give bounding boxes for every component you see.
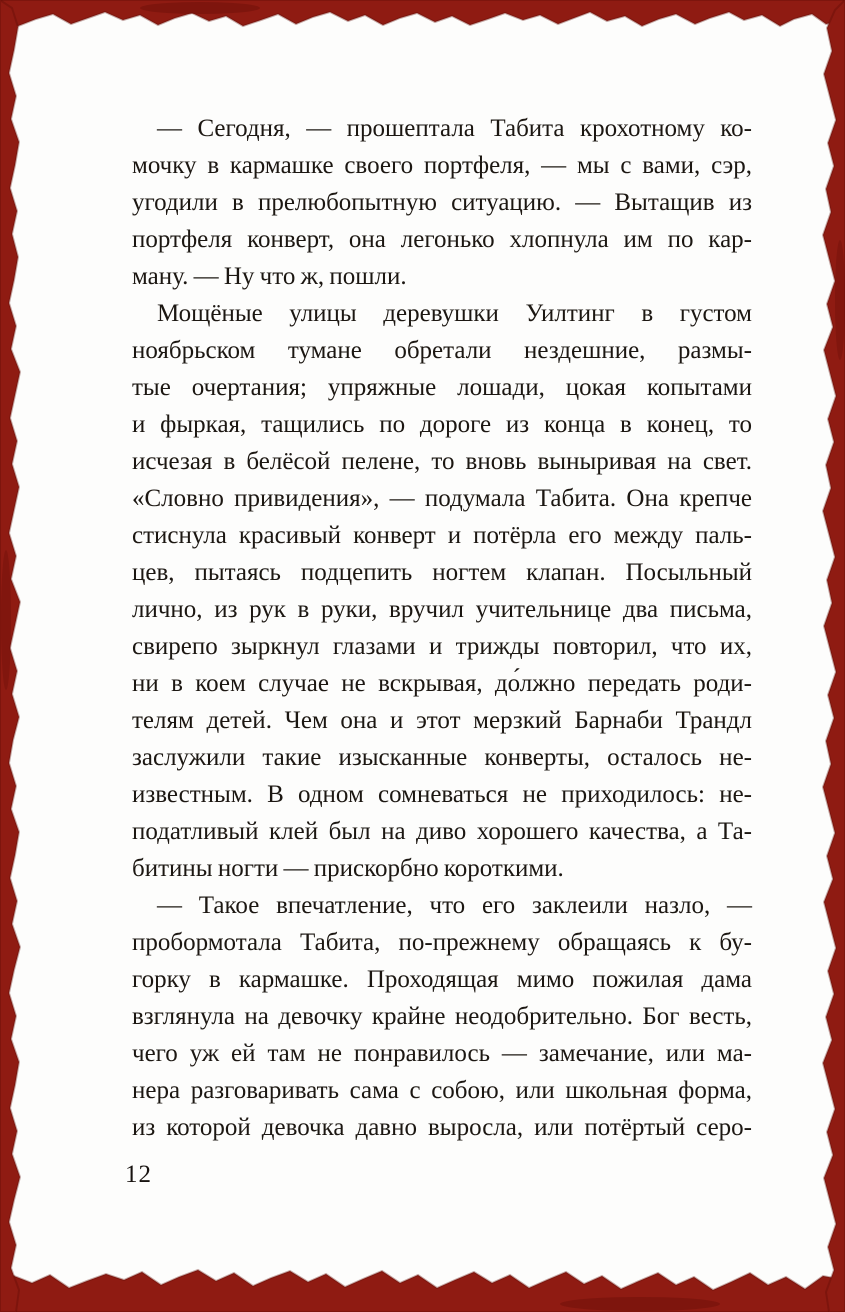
torn-edge-texture-spot	[140, 2, 260, 14]
text-line: угодили в прелюбопытную ситуацию. — Вытащив из	[132, 189, 752, 216]
text-line: битины ногти — прискорбно короткими.	[132, 855, 564, 882]
text-line: исчезая в белёсой пелене, то вновь выныривая на свет.	[132, 448, 752, 475]
text-line: ни в коем случае не вскрывая, до́лжно передать роди-	[132, 670, 752, 697]
page-text-block	[132, 110, 752, 1146]
text-line: свирепо зыркнул глазами и трижды повторил, что их,	[132, 633, 752, 660]
text-line: известным. В одном сомневаться не приходилось: не-	[132, 781, 752, 808]
text-line: — Сегодня, — прошептала Табита крохотному ко-	[157, 115, 752, 142]
text-line: пробормотала Табита, по-прежнему обращаясь к бу-	[132, 929, 752, 956]
torn-edge-bottom-shape	[0, 1270, 845, 1312]
torn-edge-right-shape	[823, 0, 845, 1312]
text-line: портфеля конверт, она легонько хлопнула им по кар-	[132, 226, 752, 253]
text-line: ноябрьском тумане обретали нездешние, размы-	[132, 337, 752, 364]
torn-edge-top-shape	[0, 0, 845, 26]
text-line: и фыркая, тащились по дороге из конца в конец, то	[132, 411, 752, 438]
text-line: ману. — Ну что ж, пошли.	[132, 263, 407, 290]
text-line: стиснула красивый конверт и потёрла его между паль-	[132, 522, 752, 549]
text-line: заслужили такие изысканные конверты, осталось не-	[132, 744, 752, 771]
torn-edge-texture-spot	[560, 1297, 720, 1311]
text-line: лично, из рук в руки, вручил учительнице два письма,	[132, 596, 752, 623]
page-number: 12	[125, 1161, 152, 1188]
text-line: податливый клей был на диво хорошего качества, а Та-	[132, 818, 752, 845]
text-line: взглянула на девочку крайне неодобрительно. Бог весть,	[132, 1003, 752, 1030]
text-line: цев, пытаясь подцепить ногтем клапан. Посыльный	[132, 559, 752, 586]
text-line: Мощёные улицы деревушки Уилтинг в густом	[157, 300, 752, 327]
torn-edge-texture-spot	[1, 550, 11, 690]
text-line: — Такое впечатление, что его заклеили назло, —	[157, 892, 752, 919]
text-line: телям детей. Чем она и этот мерзкий Барнаби Трандл	[132, 707, 752, 734]
text-line: мочку в кармашке своего портфеля, — мы с вами, сэр,	[132, 152, 752, 179]
torn-edge-texture-spot	[835, 240, 845, 360]
text-line: горку в кармашке. Проходящая мимо пожилая дама	[132, 966, 752, 993]
text-line: нера разговаривать сама с собою, или школьная форма,	[132, 1077, 752, 1104]
torn-edge-left-shape	[0, 0, 20, 1312]
text-line: чего уж ей там не понравилось — замечание, или ма-	[132, 1040, 752, 1067]
text-line: тые очертания; упряжные лошади, цокая копытами	[132, 374, 752, 401]
text-line: «Словно привидения», — подумала Табита. Она крепче	[132, 485, 752, 512]
text-line: из которой девочка давно выросла, или потёртый серо-	[132, 1114, 752, 1141]
